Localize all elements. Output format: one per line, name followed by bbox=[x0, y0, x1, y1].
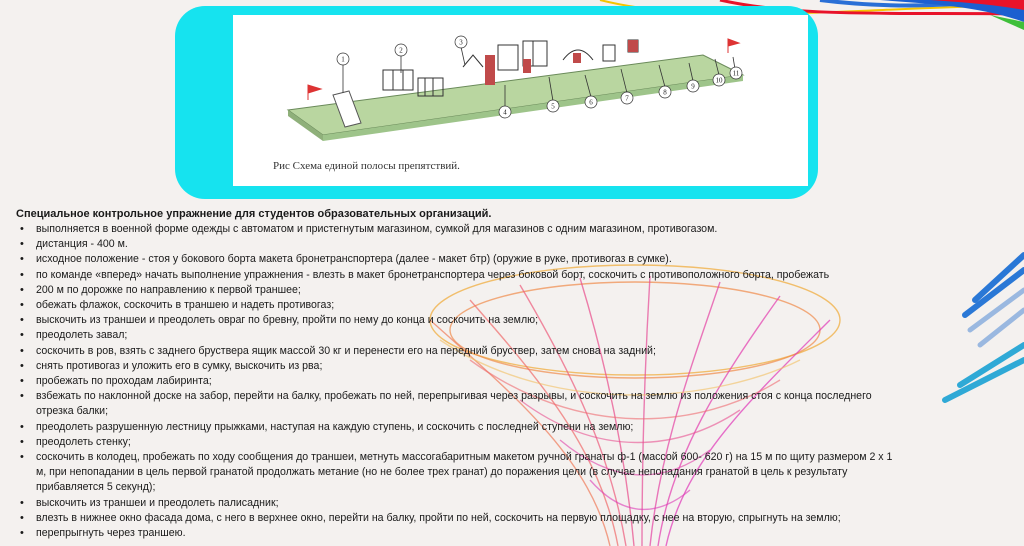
list-item: • преодолеть стенку; bbox=[16, 435, 1016, 450]
list-item: • преодолеть завал; bbox=[16, 328, 1016, 343]
marker-2: 2 bbox=[399, 46, 403, 55]
list-item: отрезка балки; bbox=[36, 405, 109, 418]
obstacle-course-figure bbox=[233, 15, 808, 186]
list-item: • исходное положение - стоя у бокового борта макета бронетранспортера (далее - макет бтр) (оружие в руке, противогаз в сумке). bbox=[16, 252, 1016, 267]
marker-6: 6 bbox=[589, 98, 593, 107]
list-item: • влезть в нижнее окно фасада дома, с него в верхнее окно, перейти на балку, пройти по ней, соскочить на первую площадку, с нее на вторую, спрыгнуть на землю; bbox=[16, 511, 1016, 526]
marker-9: 9 bbox=[691, 82, 695, 91]
marker-1: 1 bbox=[341, 55, 345, 64]
figure-caption: Рис Схема единой полосы препятствий. bbox=[273, 160, 460, 172]
list-item: • пробежать по проходам лабиринта; bbox=[16, 374, 1016, 389]
list-item: • выскочить из траншеи и преодолеть овраг по бревну, пройти по нему до конца и соскочить на землю; bbox=[16, 313, 1016, 328]
list-item: • обежать флажок, соскочить в траншею и надеть противогаз; bbox=[16, 298, 1016, 313]
marker-7: 7 bbox=[625, 94, 629, 103]
requirements-list bbox=[16, 222, 1016, 541]
list-item: • взбежать по наклонной доске на забор, перейти на балку, пробежать по ней, перепрыгивая через разрывы, и соскочить на землю из положения стоя с конца последнего bbox=[16, 389, 1016, 404]
list-item: прибавляется 5 секунд); bbox=[36, 481, 156, 494]
main-content bbox=[16, 207, 1016, 541]
marker-3: 3 bbox=[459, 38, 463, 47]
list-item: • дистанция - 400 м. bbox=[16, 237, 1016, 252]
list-item: м, при непопадании в цель первой гранатой продолжать метание (но не более трех гранат) до поражения цели (в случае непопадания гранатой в цель к результату bbox=[36, 466, 848, 479]
list-item: • преодолеть разрушенную лестницу прыжками, наступая на каждую ступень, и соскочить с последней ступени на землю; bbox=[16, 420, 1016, 435]
marker-5: 5 bbox=[551, 102, 555, 111]
list-item: • соскочить в ров, взять с заднего бруствера ящик массой 30 кг и перенести его на передний бруствер, затем снова на задний; bbox=[16, 344, 1016, 359]
list-item: • снять противогаз и уложить его в сумку, выскочить из рва; bbox=[16, 359, 1016, 374]
list-item: • выполняется в военной форме одежды с автоматом и пристегнутым магазином, сумкой для магазинов с одним магазином, противогазом. bbox=[16, 222, 1016, 237]
list-item: • соскочить в колодец, пробежать по ходу сообщения до траншеи, метнуть массогабаритным макетом ручной гранаты ф-1 (массой 600- 620 г) на 15 м по щиту размером 2 х 1 bbox=[16, 450, 1016, 465]
marker-11: 11 bbox=[732, 69, 740, 78]
list-item: • 200 м по дорожке по направлению к первой траншее; bbox=[16, 283, 1016, 298]
marker-4: 4 bbox=[503, 108, 507, 117]
marker-8: 8 bbox=[663, 88, 667, 97]
list-item: • по команде «вперед» начать выполнение упражнения - влезть в макет бронетранспортера через боковой борт, соскочить с противоположного борта, пробежать bbox=[16, 268, 1016, 283]
marker-10: 10 bbox=[715, 76, 723, 85]
list-item: • перепрыгнуть через траншею. bbox=[16, 526, 1016, 541]
list-item: • выскочить из траншеи и преодолеть палисадник; bbox=[16, 496, 1016, 511]
section-heading: Специальное контрольное упражнение для студентов образовательных организаций. bbox=[16, 208, 492, 220]
